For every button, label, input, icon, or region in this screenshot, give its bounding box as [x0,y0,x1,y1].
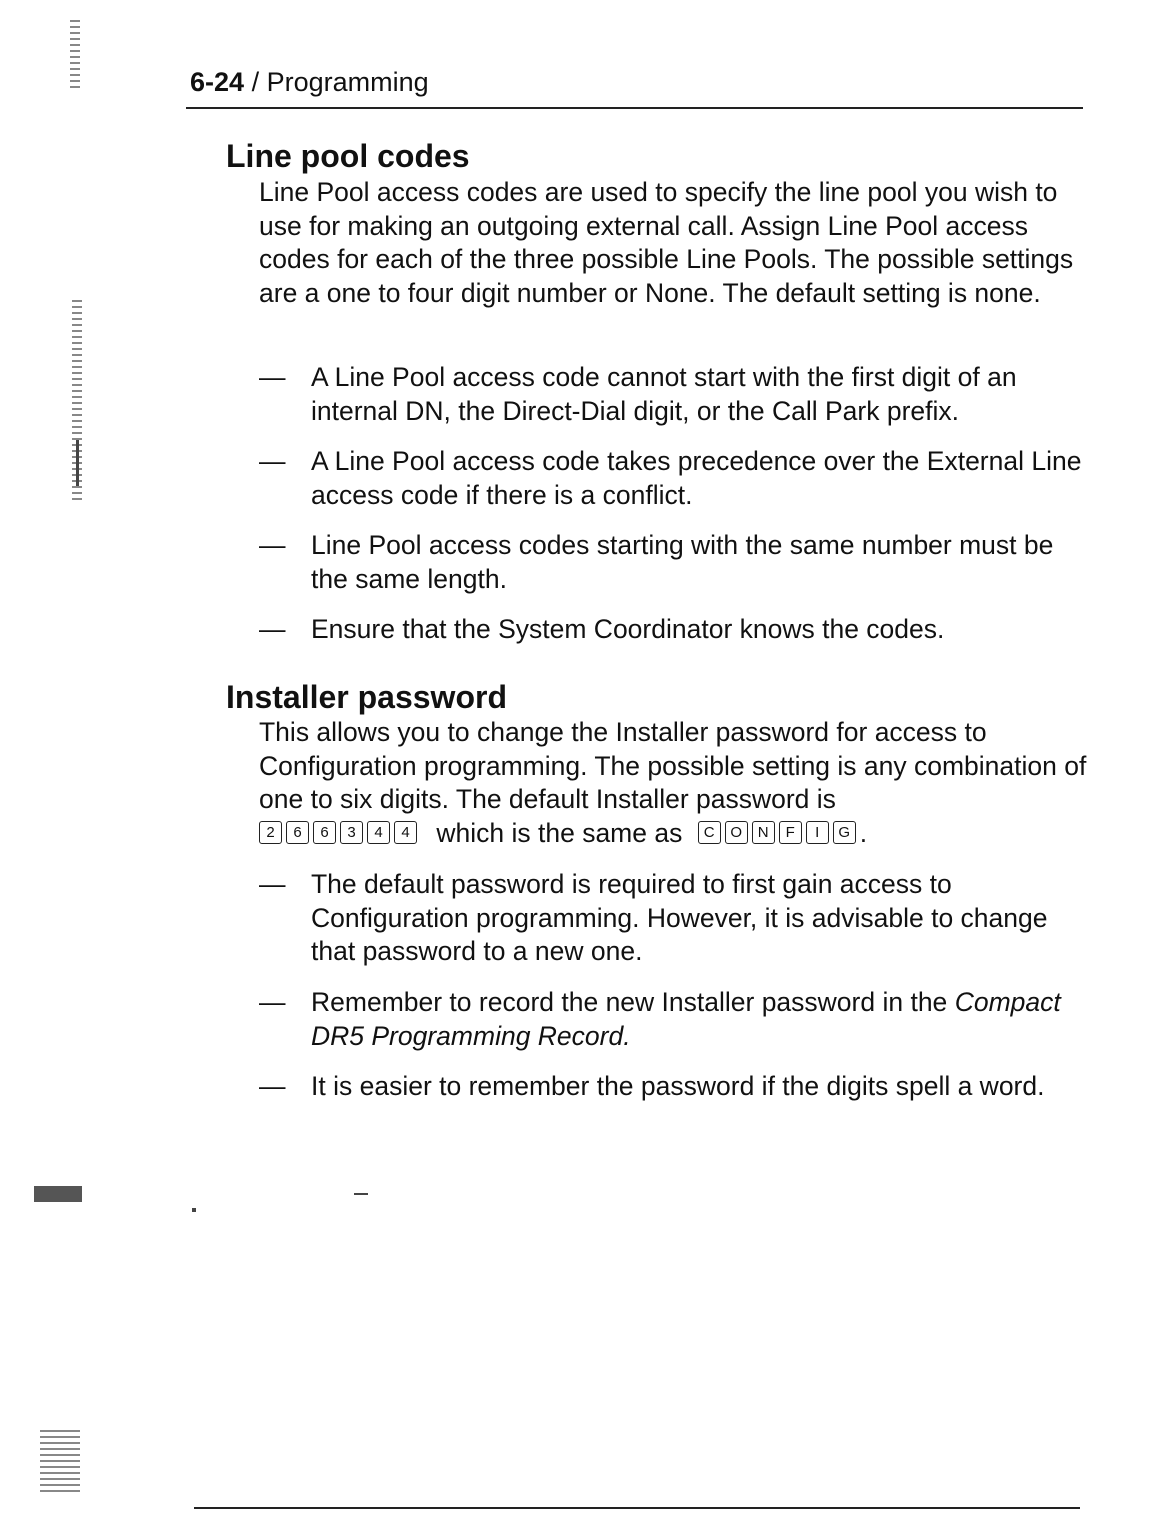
key-icon: F [779,821,802,844]
key-icon: O [725,821,748,844]
key-icon: 6 [313,821,336,844]
bullet-dash: — [259,614,286,644]
scan-artifact [34,1186,82,1202]
bullet-dash: — [259,530,286,560]
scan-artifact [354,1193,368,1195]
scan-artifact [70,20,80,90]
bullet-dash: — [259,869,286,899]
header-rule [186,107,1083,109]
record-title: Compact DR5 Programming Record. [311,987,1061,1051]
key-icon: 4 [394,821,417,844]
header-section: Programming [266,67,429,97]
line-pool-paragraph: Line Pool access codes are used to specify the line pool you wish to use for making an outgoing external call. Assign Line Pool access codes for each of the three possible Line Pools. The possible settings are a one to four digit number or None. The default setting is none. [259,177,1074,308]
sentence-period: . [859,818,868,848]
bullet-dash: — [259,446,286,476]
key-icon: 2 [259,821,282,844]
key-icon: 6 [286,821,309,844]
bullet-text: Ensure that the System Coordinator knows the codes. [311,614,945,644]
bullet-text: Line Pool access codes starting with the same number must be the same length. [311,530,1054,594]
key-icon: 3 [340,821,363,844]
bullet-text: It is easier to remember the password if the digits spell a word. [311,1071,1045,1101]
scan-artifact [192,1208,196,1212]
bullet-text [311,986,1091,1053]
scan-artifact [76,440,79,486]
bullet-text: The default password is required to first gain access to Configuration programming. However, it is advisable to change that password to a new one. [311,869,1048,966]
installer-paragraph: This allows you to change the Installer password for access to Configuration programming. The possible setting is any combination of one to six digits. The default Installer password is [259,717,1087,814]
same-as-text: which is the same as [436,818,683,848]
header-separator: / [251,67,260,97]
bullet-dash: — [259,362,286,392]
key-icon: G [833,821,856,844]
digit-key-group [259,818,428,848]
key-icon: 4 [367,821,390,844]
bullet-text: A Line Pool access code takes precedence over the External Line access code if there is a conflict. [311,446,1082,510]
running-head [190,64,429,100]
default-password-keys [259,817,867,851]
key-icon: C [698,821,721,844]
line-pool-heading: Line pool codes [226,138,470,174]
installer-heading: Installer password [226,679,507,715]
scan-artifact [40,1430,80,1496]
page-number: 6-24 [190,67,245,97]
footer-rule [194,1507,1080,1509]
letter-key-group [698,818,860,848]
bullet-text-lead: Remember to record the new Installer password in the [311,987,948,1017]
key-icon: I [806,821,829,844]
key-icon: N [752,821,775,844]
bullet-dash: — [259,1071,286,1101]
bullet-text: A Line Pool access code cannot start with the first digit of an internal DN, the Direct-Dial digit, or the Call Park prefix. [311,362,1017,426]
bullet-dash: — [259,987,286,1017]
